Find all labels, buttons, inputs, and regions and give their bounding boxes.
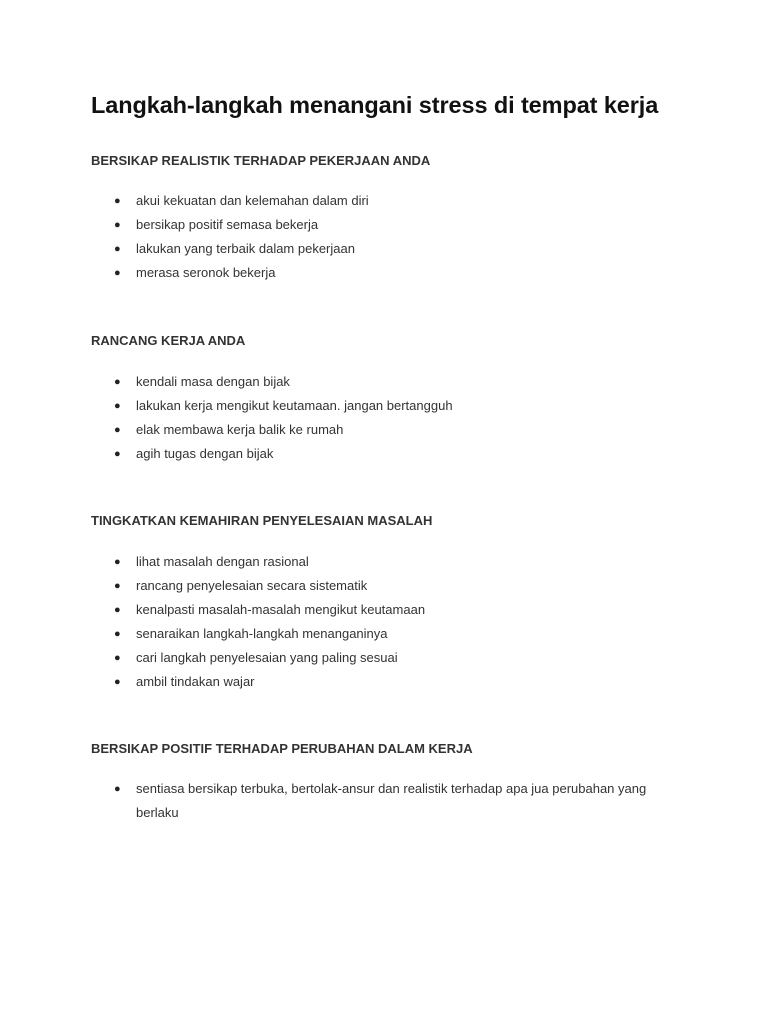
list-item-text: ambil tindakan wajar [136, 674, 255, 689]
list-item-text: kenalpasti masalah-masalah mengikut keutamaan [136, 602, 426, 617]
list-item-text: senaraikan langkah-langkah menanganinya [136, 626, 388, 641]
bullet-icon: ● [114, 580, 121, 592]
list-item [0, 213, 666, 237]
list-item-text: kendali masa dengan bijak [136, 374, 290, 389]
bullet-icon: ● [114, 628, 121, 640]
bullet-icon: ● [114, 448, 121, 460]
list-item [0, 394, 666, 418]
section-list-realistik [0, 189, 666, 285]
bullet-icon: ● [114, 400, 121, 412]
bullet-icon: ● [114, 267, 121, 279]
list-item-text: bersikap positif semasa bekerja [136, 217, 319, 232]
section-list-perubahan [0, 777, 666, 825]
section-list-kemahiran [0, 550, 666, 694]
section-heading-kemahiran: TINGKATKAN KEMAHIRAN PENYELESAIAN MASALAH [91, 513, 433, 528]
list-item [0, 442, 666, 466]
section-heading-rancang: RANCANG KERJA ANDA [91, 333, 246, 348]
bullet-icon: ● [114, 424, 121, 436]
list-item [0, 670, 666, 694]
bullet-icon: ● [114, 243, 121, 255]
bullet-icon: ● [114, 604, 121, 616]
list-item [0, 777, 666, 825]
list-item [0, 550, 666, 574]
bullet-icon: ● [114, 195, 121, 207]
list-item [0, 189, 666, 213]
bullet-icon: ● [114, 376, 121, 388]
bullet-icon: ● [114, 676, 121, 688]
list-item [0, 598, 666, 622]
list-item-text: lihat masalah dengan rasional [136, 554, 309, 569]
section-heading-realistik: BERSIKAP REALISTIK TERHADAP PEKERJAAN ANDA [91, 153, 431, 168]
document-title: Langkah-langkah menangani stress di tempat kerja [91, 92, 659, 118]
list-item [0, 418, 666, 442]
list-item [0, 646, 666, 670]
list-item-text: cari langkah penyelesaian yang paling sesuai [136, 650, 398, 665]
list-item-text: agih tugas dengan bijak [136, 446, 274, 461]
list-item [0, 261, 666, 285]
list-item-text: sentiasa bersikap terbuka, bertolak-ansur dan realistik terhadap apa jua perubahan yang berlaku [136, 781, 647, 820]
section-list-rancang [0, 370, 666, 466]
list-item-text: lakukan kerja mengikut keutamaan. jangan bertangguh [136, 398, 453, 413]
list-item-text: rancang penyelesaian secara sistematik [136, 578, 368, 593]
list-item-text: akui kekuatan dan kelemahan dalam diri [136, 193, 369, 208]
list-item [0, 622, 666, 646]
list-item [0, 370, 666, 394]
bullet-icon: ● [114, 219, 121, 231]
bullet-icon: ● [114, 783, 121, 795]
list-item-text: merasa seronok bekerja [136, 265, 276, 280]
list-item [0, 237, 666, 261]
list-item-text: elak membawa kerja balik ke rumah [136, 422, 344, 437]
bullet-icon: ● [114, 652, 121, 664]
list-item [0, 574, 666, 598]
section-heading-perubahan: BERSIKAP POSITIF TERHADAP PERUBAHAN DALAM KERJA [91, 741, 473, 756]
bullet-icon: ● [114, 556, 121, 568]
list-item-text: lakukan yang terbaik dalam pekerjaan [136, 241, 355, 256]
